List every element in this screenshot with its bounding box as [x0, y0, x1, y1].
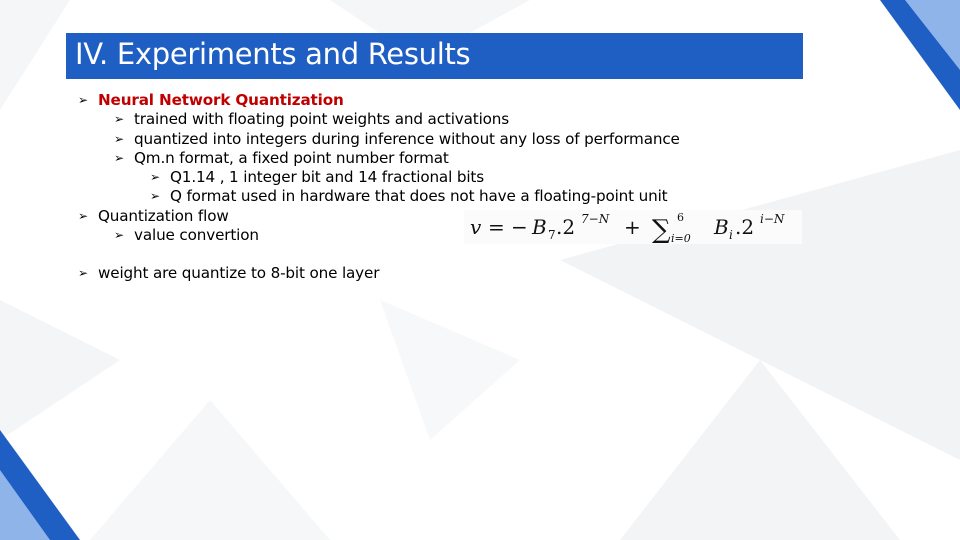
- bullet-item: [114, 110, 509, 129]
- arrowhead-bullet-icon: ➢: [150, 170, 161, 184]
- corner-accent-bottom-left: [0, 430, 80, 540]
- slide-title: IV. Experiments and Results: [75, 37, 471, 71]
- formula-sum-upper: 6: [677, 211, 684, 224]
- value-conversion-formula: [464, 210, 802, 244]
- formula-b7: B: [532, 215, 547, 239]
- arrowhead-bullet-icon: ➢: [114, 228, 125, 242]
- bullet-text: value convertion: [134, 226, 259, 244]
- arrowhead-bullet-icon: ➢: [78, 266, 89, 280]
- bullet-text: trained with floating point weights and activations: [134, 110, 510, 128]
- formula-b7-subscript: 7: [548, 228, 556, 242]
- formula-sigma: ∑: [652, 215, 671, 244]
- bullet-item: [150, 168, 484, 187]
- arrowhead-bullet-icon: ➢: [150, 189, 161, 203]
- formula-sum-lower: i=0: [671, 232, 691, 244]
- arrowhead-bullet-icon: ➢: [78, 93, 89, 107]
- title-bar: [66, 33, 803, 79]
- bullet-text: Neural Network Quantization: [98, 91, 344, 109]
- formula-equals: =: [488, 215, 505, 239]
- bullet-text: weight are quantize to 8-bit one layer: [98, 264, 380, 282]
- formula-exponent-2: i−N: [760, 212, 785, 226]
- formula-bi: B: [714, 215, 729, 239]
- bullet-text: Q format used in hardware that does not have a floating-point unit: [170, 187, 668, 205]
- bullet-item: [150, 187, 667, 206]
- formula-svg: [464, 210, 802, 244]
- bullet-item: [114, 130, 680, 149]
- bullet-text: Qm.n format, a fixed point number format: [134, 149, 449, 167]
- arrowhead-bullet-icon: ➢: [114, 151, 125, 165]
- bullet-item: [78, 264, 379, 283]
- bullet-text: Quantization flow: [98, 207, 229, 225]
- bullet-item: [114, 149, 449, 168]
- formula-plus: +: [624, 215, 641, 239]
- arrowhead-bullet-icon: ➢: [114, 112, 125, 126]
- arrowhead-bullet-icon: ➢: [114, 132, 125, 146]
- bullet-text: quantized into integers during inference without any loss of performance: [134, 130, 680, 148]
- corner-accent-top-right: [880, 0, 960, 110]
- formula-v: v: [470, 215, 482, 239]
- formula-minus: −: [511, 215, 528, 239]
- formula-dot-two-2: .2: [735, 215, 755, 239]
- bullet-item: [78, 207, 229, 226]
- section-heading: [78, 91, 344, 110]
- formula-bi-subscript: i: [729, 228, 733, 242]
- formula-dot-two-1: .2: [556, 215, 576, 239]
- formula-exponent-1: 7−N: [581, 212, 610, 226]
- bullet-text: Q1.14 , 1 integer bit and 14 fractional bits: [170, 168, 484, 186]
- bullet-item: [114, 226, 259, 245]
- arrowhead-bullet-icon: ➢: [78, 209, 89, 223]
